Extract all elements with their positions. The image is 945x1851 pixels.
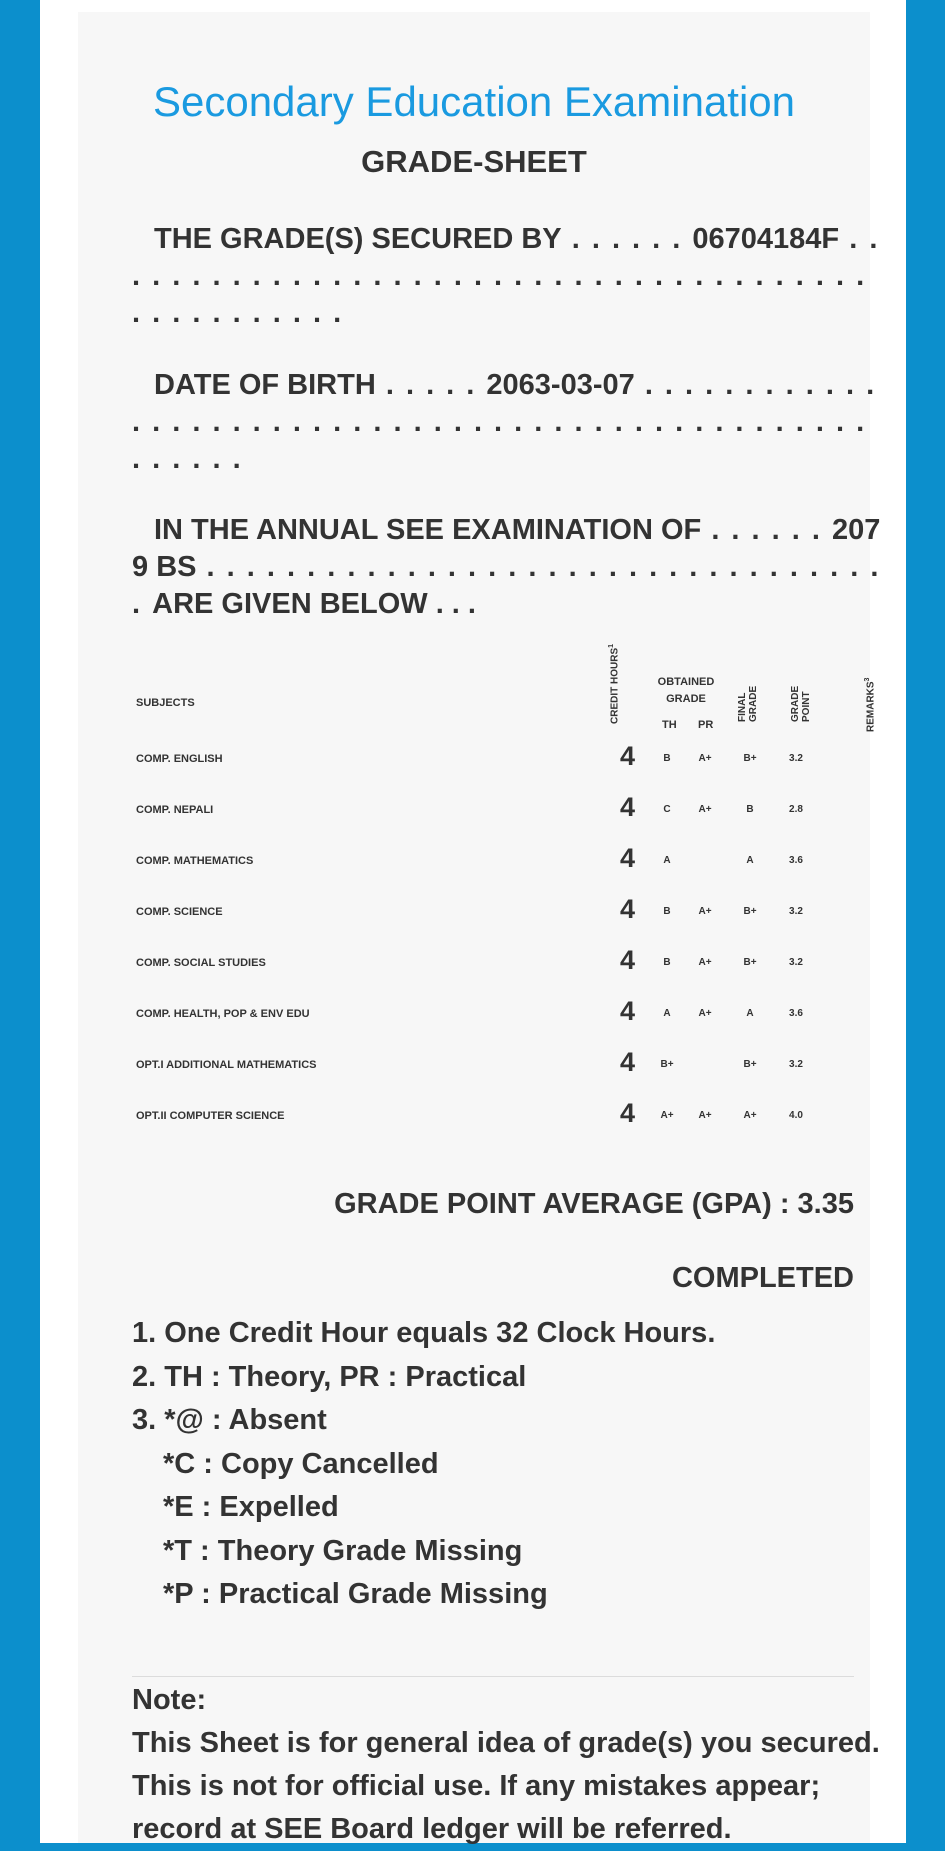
final-grade-cell: A (746, 1008, 754, 1019)
final-grade-cell: A (746, 855, 754, 866)
grade-point-cell: 3.6 (789, 1008, 803, 1019)
note (132, 1679, 892, 1851)
th-grade-cell: B+ (660, 1059, 674, 1070)
pr-grade-cell: A+ (698, 1110, 712, 1121)
subject-cell: COMP. ENGLISH (136, 753, 223, 765)
remarks-header: REMARKS$^3$ (864, 677, 877, 732)
subject-cell: COMP. SCIENCE (136, 906, 223, 918)
note-title: Note: (132, 1684, 207, 1716)
dob-value: 2063-03-07 (486, 369, 635, 401)
final-grade-cell: B (746, 804, 754, 815)
note-line: This Sheet is for general idea of grade(s) you secured. (132, 1727, 880, 1759)
obtained-grade-header: OBTAINED GRADE (657, 676, 715, 705)
exam-suffix: ARE GIVEN BELOW . . . (152, 588, 476, 620)
th-grade-cell: B (663, 957, 671, 968)
note-line: record at SEE Board ledger will be referred. (132, 1813, 732, 1845)
legend-subitem: *C : Copy Cancelled (163, 1447, 439, 1480)
subject-cell: OPT.I ADDITIONAL MATHEMATICS (136, 1059, 317, 1071)
th-grade-cell: A (663, 1008, 671, 1019)
legend-item: 3. *@ : Absent (132, 1404, 327, 1436)
secured-label: THE GRADE(S) SECURED BY (154, 223, 562, 255)
th-grade-cell: A+ (660, 1110, 674, 1121)
subject-cell: COMP. SOCIAL STUDIES (136, 957, 266, 969)
legend-subitem: *T : Theory Grade Missing (163, 1534, 523, 1567)
final-grade-cell: B+ (743, 753, 757, 764)
pr-grade-cell: A+ (698, 957, 712, 968)
credit-cell: 4 (620, 945, 636, 975)
grade-point-cell: 3.2 (789, 1059, 803, 1070)
exam-label: IN THE ANNUAL SEE EXAMINATION OF (154, 514, 702, 546)
credit-cell: 4 (620, 1047, 636, 1077)
grade-sheet (78, 12, 881, 1845)
subjects-header: SUBJECTS (136, 697, 195, 709)
exam-year: 2079 (132, 514, 881, 583)
grades-table (136, 643, 877, 1128)
pr-header: PR (698, 719, 714, 731)
final-grade-cell: A+ (743, 1110, 757, 1121)
table-row (136, 1047, 856, 1109)
table-row (136, 741, 856, 803)
pr-grade-cell: A+ (698, 1008, 712, 1019)
table-row (136, 792, 856, 854)
pr-grade-cell: A+ (698, 753, 712, 764)
table-row (136, 996, 856, 1058)
gpa: GRADE POINT AVERAGE (GPA) : 3.35 (334, 1188, 854, 1220)
grade-point-header: GRADE POINT (790, 685, 812, 722)
final-grade-header: FINAL GRADE (737, 685, 759, 722)
credit-cell: 4 (620, 1098, 636, 1128)
th-grade-cell: A (663, 855, 671, 866)
exam-bs: BS (156, 551, 197, 583)
legend-subitem: *E : Expelled (163, 1491, 339, 1523)
credit-cell: 4 (620, 996, 636, 1026)
subject-cell: COMP. HEALTH, POP & ENV EDU (136, 1008, 310, 1020)
subject-cell: COMP. NEPALI (136, 804, 214, 816)
final-grade-cell: B+ (743, 957, 757, 968)
table-row (136, 1098, 856, 1160)
table-row (136, 894, 856, 956)
grade-point-cell: 3.2 (789, 906, 803, 917)
grade-point-cell: 3.6 (789, 855, 803, 866)
subject-cell: OPT.II COMPUTER SCIENCE (136, 1110, 285, 1122)
legend-subitem: *P : Practical Grade Missing (163, 1578, 548, 1610)
pr-grade-cell: A+ (698, 804, 712, 815)
th-grade-cell: B (663, 906, 671, 917)
credit-cell: 4 (620, 792, 636, 822)
credit-cell: 4 (620, 894, 636, 924)
page (40, 0, 906, 1843)
symbol-number: 06704184F (692, 223, 840, 255)
grade-point-cell: 4.0 (789, 1110, 803, 1121)
credit-hours-header: CREDIT HOURS$^1$ (608, 643, 621, 724)
result-status: COMPLETED (671, 1262, 854, 1294)
grade-point-cell: 2.8 (789, 804, 803, 815)
th-header: TH (662, 719, 677, 731)
page-title: Secondary Education Examination (152, 78, 796, 125)
final-grade-cell: B+ (743, 906, 757, 917)
grade-point-cell: 3.2 (789, 753, 803, 764)
note-line: This is not for official use. If any mistakes appear; (132, 1770, 821, 1802)
divider (132, 1676, 854, 1677)
credit-cell: 4 (620, 741, 636, 771)
exam-paragraph: IN THE ANNUAL SEE EXAMINATION OF . . . . . . 2079 BS . . . . . . . . . . . . . . . . . . . . . . . . . . . . . . . . . . . ARE GIVEN BELOW . . . (132, 514, 881, 620)
sheet-subtitle: GRADE-SHEET (361, 144, 587, 179)
legend-item: 1. One Credit Hour equals 32 Clock Hours. (132, 1317, 716, 1349)
pr-grade-cell: A+ (698, 906, 712, 917)
final-grade-cell: B+ (743, 1059, 757, 1070)
grade-point-cell: 3.2 (789, 957, 803, 968)
legend (132, 1312, 715, 1617)
credit-cell: 4 (620, 843, 636, 873)
table-row (136, 945, 856, 1007)
th-grade-cell: B (663, 753, 671, 764)
th-grade-cell: C (663, 804, 671, 815)
dob-paragraph: DATE OF BIRTH . . . . . 2063-03-07 . . . . . . . . . . . . . . . . . . . . . . . . . . . . . . . . . . . . . . . . . . . . . . . . . . . . . . . (132, 369, 877, 475)
legend-item: 2. TH : Theory, PR : Practical (132, 1360, 527, 1393)
subject-cell: COMP. MATHEMATICS (136, 855, 254, 867)
table-row (136, 843, 856, 905)
secured-by-paragraph: THE GRADE(S) SECURED BY . . . . . . 06704184F . . . . . . . . . . . . . . . . . . . . . . . . . . . . . . . . . . . . . . . . . . . . . . . . . . (132, 223, 880, 329)
dob-label: DATE OF BIRTH (154, 369, 376, 401)
